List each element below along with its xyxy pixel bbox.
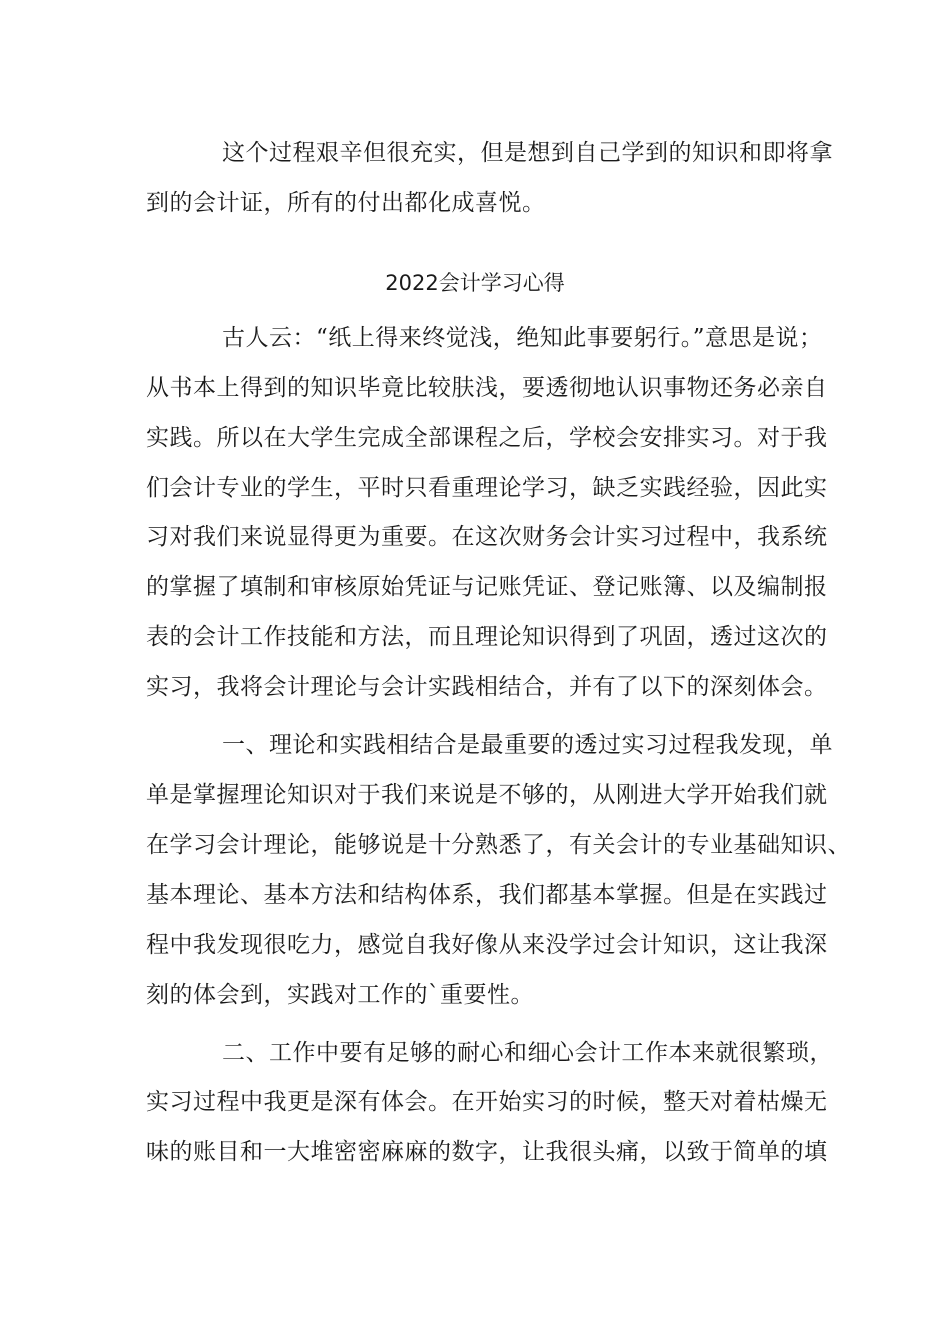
paragraph-2-line-4: 基本理论、基本方法和结构体系，我们都基本掌握。但是在实践过 [146,882,828,908]
paragraph-1-line-3: 实践。所以在大学生完成全部课程之后，学校会安排实习。对于我 [146,425,828,451]
intro-line-2: 到的会计证，所有的付出都化成喜悦。 [146,190,546,216]
paragraph-2-line-5: 程中我发现很吃力，感觉自我好像从来没学过会计知识，这让我深 [146,932,828,958]
paragraph-1-line-6: 的掌握了填制和审核原始凭证与记账凭证、登记账簿、以及编制报 [146,574,828,600]
paragraph-2-line-2: 单是掌握理论知识对于我们来说是不够的，从刚进大学开始我们就 [146,782,828,808]
intro-line-1: 这个过程艰辛但很充实，但是想到自己学到的知识和即将拿 [222,140,833,166]
paragraph-3-line-3: 味的账目和一大堆密密麻麻的数字，让我很头痛，以致于简单的填 [146,1139,828,1165]
paragraph-3-line-1: 二、工作中要有足够的耐心和细心会计工作本来就很繁琐， [222,1040,833,1066]
paragraph-1-line-2: 从书本上得到的知识毕竟比较肤浅，要透彻地认识事物还务必亲自 [146,375,828,401]
paragraph-3-line-2: 实习过程中我更是深有体会。在开始实习的时候，整天对着枯燥无 [146,1089,828,1115]
paragraph-1-line-5: 习对我们来说显得更为重要。在这次财务会计实习过程中，我系统 [146,524,828,550]
paragraph-1-line-8: 实习，我将会计理论与会计实践相结合，并有了以下的深刻体会。 [146,674,828,700]
paragraph-2-line-1: 一、理论和实践相结合是最重要的透过实习过程我发现，单 [222,732,833,758]
paragraph-1-line-1: 古人云：“纸上得来终觉浅，绝知此事要躬行。”意思是说； [222,325,823,351]
paragraph-2-line-6: 刻的体会到，实践对工作的`重要性。 [146,982,534,1008]
section-title: 2022会计学习心得 [385,271,565,295]
paragraph-1-line-4: 们会计专业的学生，平时只看重理论学习，缺乏实践经验，因此实 [146,475,828,501]
paragraph-2-line-3: 在学习会计理论，能够说是十分熟悉了，有关会计的专业基础知识、 [146,832,851,858]
paragraph-1-line-7: 表的会计工作技能和方法，而且理论知识得到了巩固，透过这次的 [146,624,828,650]
